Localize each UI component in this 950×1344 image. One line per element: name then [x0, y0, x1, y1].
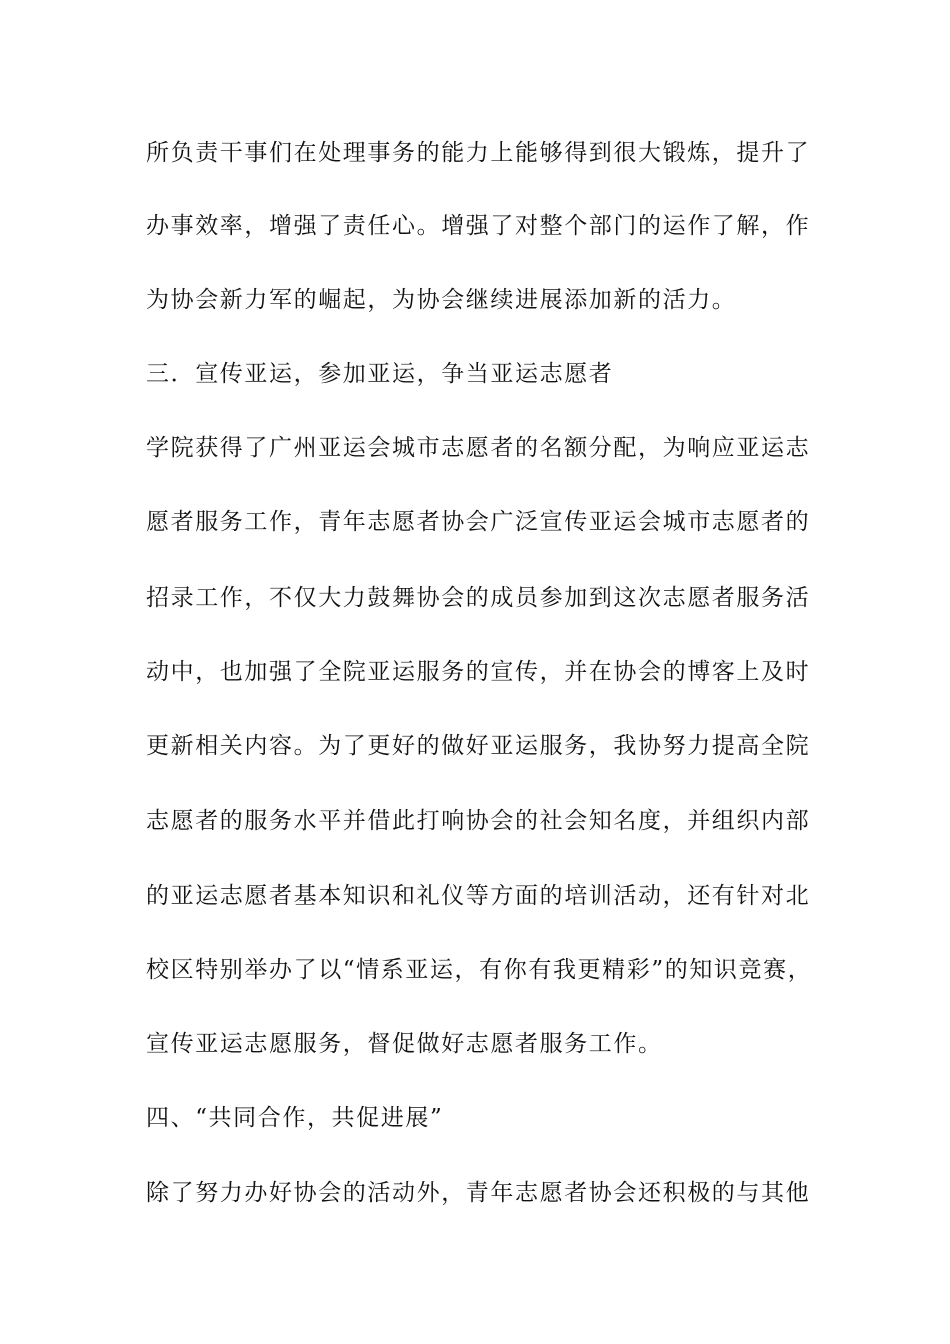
body-text-line: 招录工作，不仅大力鼓舞协会的成员参加到这次志愿者服务活 [146, 585, 811, 611]
body-text-line: 愿者服务工作，青年志愿者协会广泛宣传亚运会城市志愿者的 [146, 509, 811, 535]
body-text-line: 学院获得了广州亚运会城市志愿者的名额分配，为响应亚运志 [146, 435, 811, 461]
body-text-line: 所负责干事们在处理事务的能力上能够得到很大锻炼，提升了 [146, 140, 811, 166]
body-text-line: 办事效率，增强了责任心。增强了对整个部门的运作了解，作 [146, 213, 811, 239]
body-text-line: 宣传亚运志愿服务，督促做好志愿者服务工作。 [146, 1031, 663, 1057]
section-heading: 三．宣传亚运，参加亚运，争当亚运志愿者 [146, 361, 614, 387]
body-text-line: 校区特别举办了以“情系亚运，有你有我更精彩”的知识竞赛， [146, 957, 813, 983]
body-text-line: 除了努力办好协会的活动外，青年志愿者协会还积极的与其他 [146, 1180, 811, 1206]
body-text-line: 的亚运志愿者基本知识和礼仪等方面的培训活动，还有针对北 [146, 883, 811, 909]
section-heading: 四、“共同合作，共促进展” [146, 1105, 444, 1131]
body-text-line: 更新相关内容。为了更好的做好亚运服务，我协努力提高全院 [146, 733, 811, 759]
body-text-line: 为协会新力军的崛起，为协会继续进展添加新的活力。 [146, 287, 737, 313]
body-text-line: 志愿者的服务水平并借此打响协会的社会知名度，并组织内部 [146, 808, 811, 834]
body-text-line: 动中，也加强了全院亚运服务的宣传，并在协会的博客上及时 [146, 659, 811, 685]
